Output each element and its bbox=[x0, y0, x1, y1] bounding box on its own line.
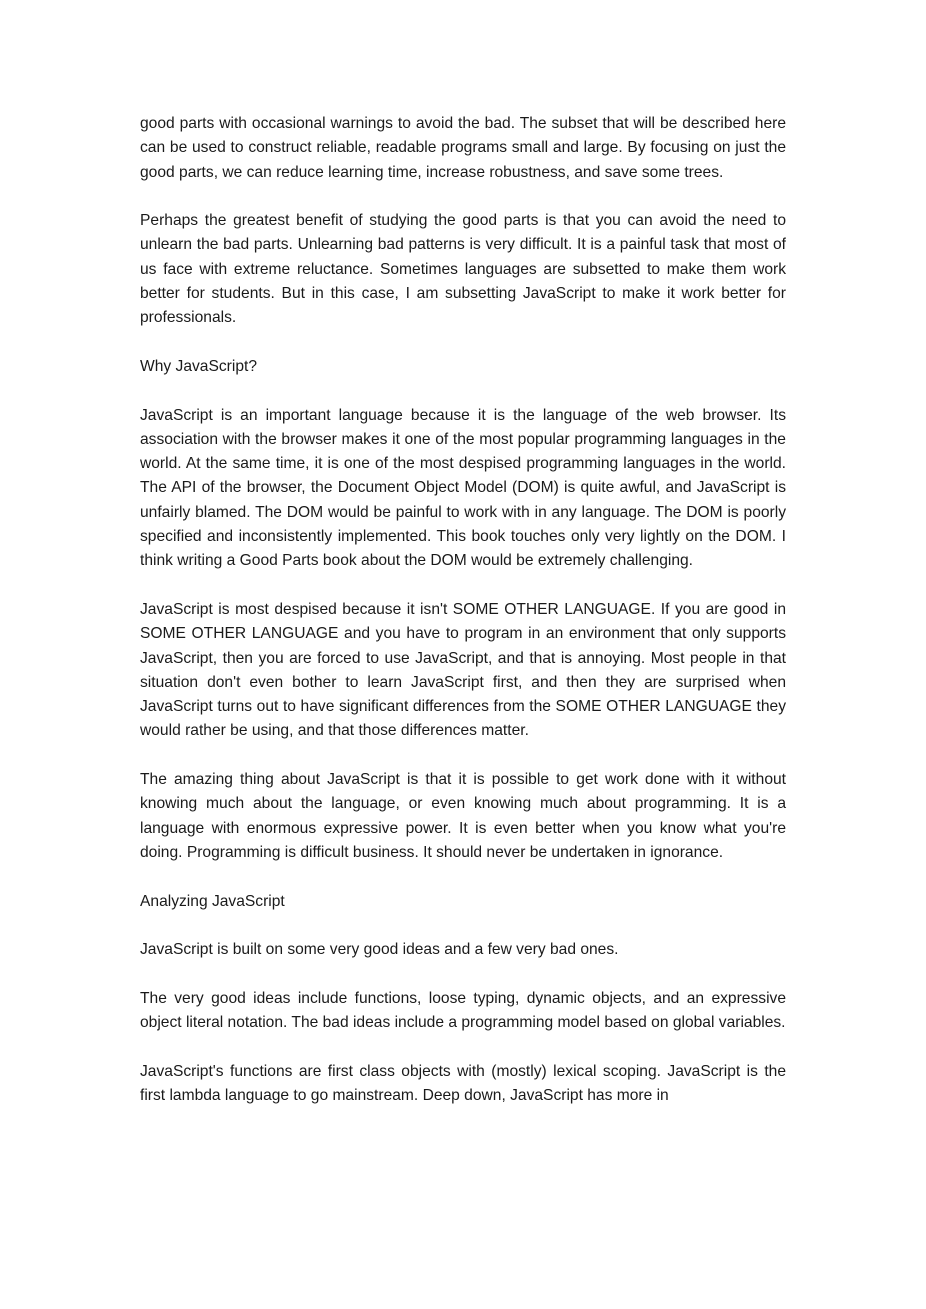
paragraph-very-good-ideas: The very good ideas include functions, loose typing, dynamic objects, and an expressive object literal notation. The bad ideas include a programming model based on global variables. bbox=[140, 989, 786, 1031]
section-heading-why-javascript: Why JavaScript? bbox=[140, 357, 257, 375]
paragraph-good-and-bad-ideas: JavaScript is built on some very good ideas and a few very bad ones. bbox=[140, 941, 619, 959]
paragraph-most-despised: JavaScript is most despised because it isn't SOME OTHER LANGUAGE. If you are good in SOME OTHER LANGUAGE and you have to program in an environment that only supports JavaScript, then you are forced to use JavaScript, and that is annoying. Most people in that situation don't even bother to learn JavaScript first, and then they are surprised when JavaScript turns out to have significant differences from the SOME OTHER LANGUAGE they would rather be using, and that those differences matter. bbox=[140, 600, 786, 740]
paragraph-good-parts-intro: good parts with occasional warnings to avoid the bad. The subset that will be described here can be used to construct reliable, readable programs small and large. By focusing on just the good parts, we can reduce learning time, increase robustness, and save some trees. bbox=[140, 115, 786, 181]
paragraph-first-class-functions: JavaScript's functions are first class objects with (mostly) lexical scoping. JavaScript is the first lambda language to go mainstream. Deep down, JavaScript has more in bbox=[140, 1062, 786, 1104]
paragraph-amazing-thing: The amazing thing about JavaScript is that it is possible to get work done with it without knowing much about the language, or even knowing much about programming. It is a language with enormous expressive power. It is even better when you know what you're doing. Programming is difficult business. It should never be undertaken in ignorance. bbox=[140, 771, 786, 861]
paragraph-greatest-benefit: Perhaps the greatest benefit of studying the good parts is that you can avoid the need to unlearn the bad parts. Unlearning bad patterns is very difficult. It is a painful task that most of us face with extreme reluctance. Sometimes languages are subsetted to make them work better for students. But in this case, I am subsetting JavaScript to make it work better for professionals. bbox=[140, 212, 786, 327]
paragraph-important-language: JavaScript is an important language because it is the language of the web browser. Its association with the browser makes it one of the most popular programming languages in the world. At the same time, it is one of the most despised programming languages in the world. The API of the browser, the Document Object Model (DOM) is quite awful, and JavaScript is unfairly blamed. The DOM would be painful to work with in any language. The DOM is poorly specified and inconsistently implemented. This book touches only very lightly on the DOM. I think writing a Good Parts book about the DOM would be extremely challenging. bbox=[140, 406, 786, 570]
section-heading-analyzing-javascript: Analyzing JavaScript bbox=[140, 892, 285, 910]
document-page bbox=[140, 112, 786, 1108]
